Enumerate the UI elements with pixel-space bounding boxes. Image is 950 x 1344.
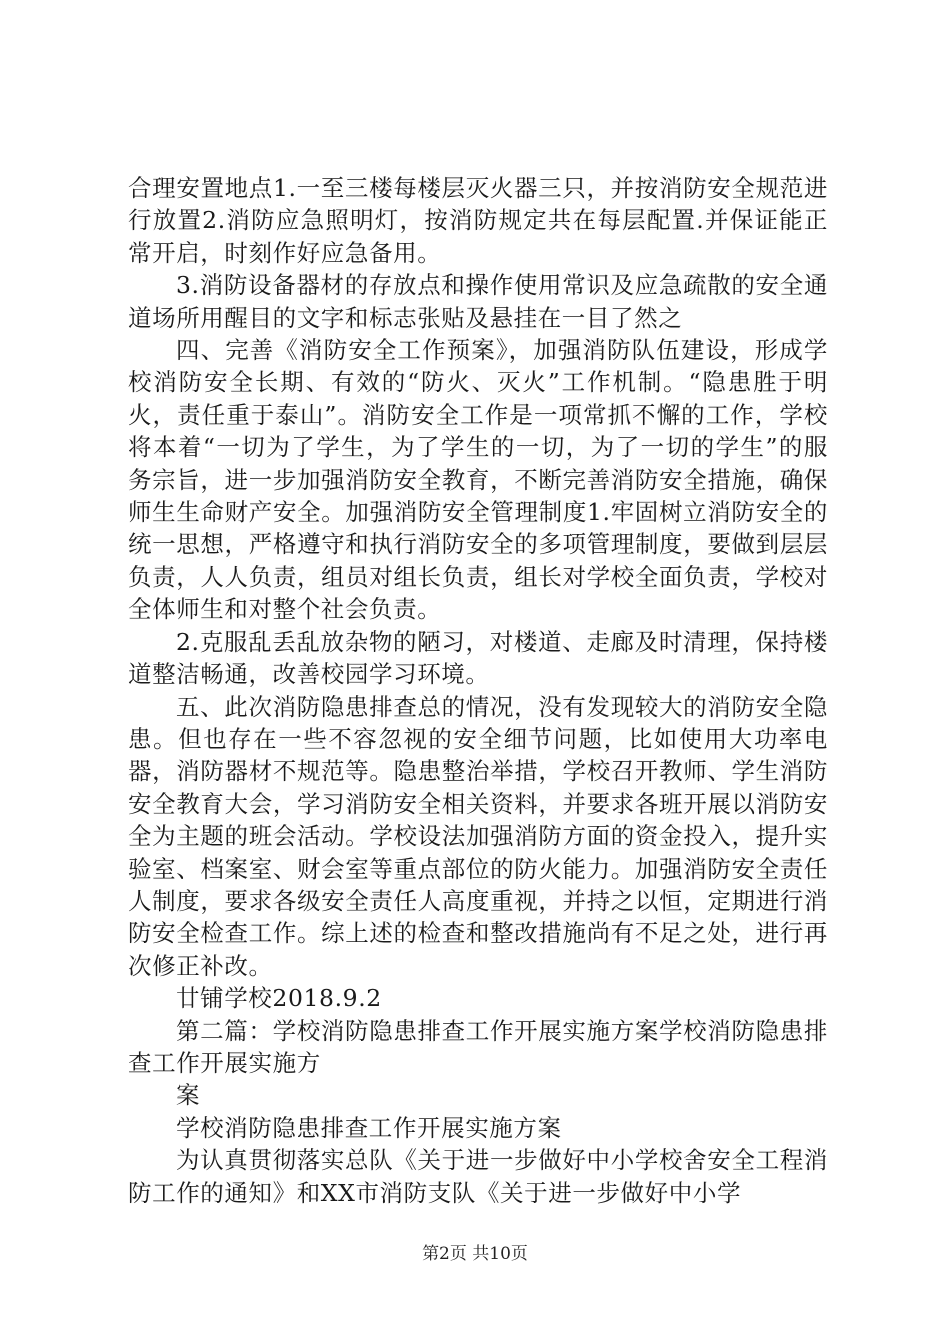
paragraph-section-five: 五、此次消防隐患排查总的情况，没有发现较大的消防安全隐患。但也存在一些不容忽视的安全细节问题，比如使用大功率电器，消防器材不规范等。隐患整治举措，学校召开教师、学生消防安全教育大会，学习消防安全相关资料，并要求各班开展以消防安全为主题的班会活动。学校设法加强消防方面的资金投入，提升实验室、档案室、财会室等重点部位的防火能力。加强消防安全责任人制度，要求各级安全责任人高度重视，并持之以恒，定期进行消防安全检查工作。综上述的检查和整改措施尚有不足之处，进行再次修正补改。	[128, 692, 828, 980]
second-article-heading-continued: 案	[176, 1081, 201, 1110]
signature-line: 廿铺学校2018.9.2	[176, 984, 382, 1013]
second-article-heading: 第二篇：学校消防隐患排查工作开展实施方案学校消防隐患排查工作开展实施方	[128, 1016, 828, 1077]
paragraph-section-four: 四、完善《消防安全工作预案》，加强消防队伍建设，形成学校消防安全长期、有效的“防火、灭火”工作机制。“隐患胜于明火，责任重于泰山”。消防安全工作是一项常抓不懈的工作，学校将本着“一切为了学生，为了学生的一切，为了一切的学生”的服务宗旨，进一步加强消防安全教育，不断完善消防安全措施，确保师生生命财产安全。加强消防安全管理制度1.牢固树立消防安全的统一思想，严格遵守和执行消防安全的多项管理制度，要做到层层负责，人人负责，组员对组长负责，组长对学校全面负责，学校对全体师生和对整个社会负责。	[128, 336, 828, 624]
paragraph-plan-intro: 为认真贯彻落实总队《关于进一步做好中小学校舍安全工程消防工作的通知》和XX市消防支队《关于进一步做好中小学	[128, 1146, 828, 1207]
plan-title: 学校消防隐患排查工作开展实施方案	[176, 1113, 562, 1142]
paragraph-evacuation-signage: 3.消防设备器材的存放点和操作使用常识及应急疏散的安全通道场所用醒目的文字和标志张贴及悬挂在一目了然之	[128, 271, 828, 332]
paragraph-fire-equipment-placement: 合理安置地点1.一至三楼每楼层灭火器三只，并按消防安全规范进行放置2.消防应急照明灯，按消防规定共在每层配置.并保证能正常开启，时刻作好应急备用。	[128, 174, 828, 267]
paragraph-clear-corridors: 2.克服乱丢乱放杂物的陋习，对楼道、走廊及时清理，保持楼道整洁畅通，改善校园学习环境。	[128, 627, 828, 689]
document-body	[128, 172, 828, 1209]
page-number-footer: 第2页 共10页	[422, 1244, 528, 1264]
